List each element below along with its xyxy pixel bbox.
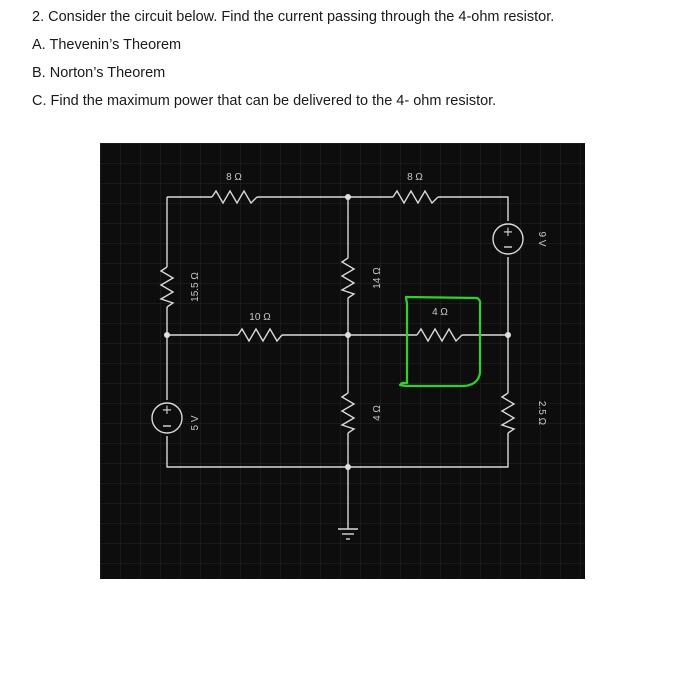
junction-center (345, 332, 351, 338)
svg-text:+: + (161, 403, 173, 418)
label-resistor-middle: 10 Ω (249, 312, 271, 323)
junction-bottom (345, 464, 351, 470)
voltage-source-left (152, 403, 182, 433)
circuit-diagram (100, 143, 585, 579)
junction-right (505, 332, 511, 338)
question-part-a: A. Thevenin’s Theorem (32, 37, 182, 53)
junction-top (345, 194, 351, 200)
label-resistor-highlighted: 4 Ω (432, 307, 448, 318)
question-part-c: C. Find the maximum power that can be delivered to the 4- ohm resistor. (32, 93, 497, 109)
voltage-source-right (493, 224, 523, 254)
label-resistor-center-upper: 14 Ω (372, 267, 383, 289)
svg-text:+: + (502, 225, 514, 240)
label-resistor-right-lower: 2.5 Ω (536, 400, 547, 426)
question-part-b: B. Norton’s Theorem (32, 65, 166, 81)
label-resistor-left: 15.5 Ω (190, 272, 201, 302)
grid-background (100, 143, 585, 579)
label-source-left: 5 V (190, 415, 201, 431)
label-resistor-center-lower: 4 Ω (372, 405, 383, 421)
question-main: 2. Consider the circuit below. Find the current passing through the 4-ohm resistor. (32, 9, 555, 25)
circuit-svg (100, 143, 585, 579)
label-source-right: 9 V (536, 231, 547, 247)
question-text (32, 6, 672, 118)
label-resistor-top-left: 8 Ω (226, 172, 242, 183)
label-resistor-top-right: 8 Ω (407, 172, 423, 183)
junction-left (164, 332, 170, 338)
